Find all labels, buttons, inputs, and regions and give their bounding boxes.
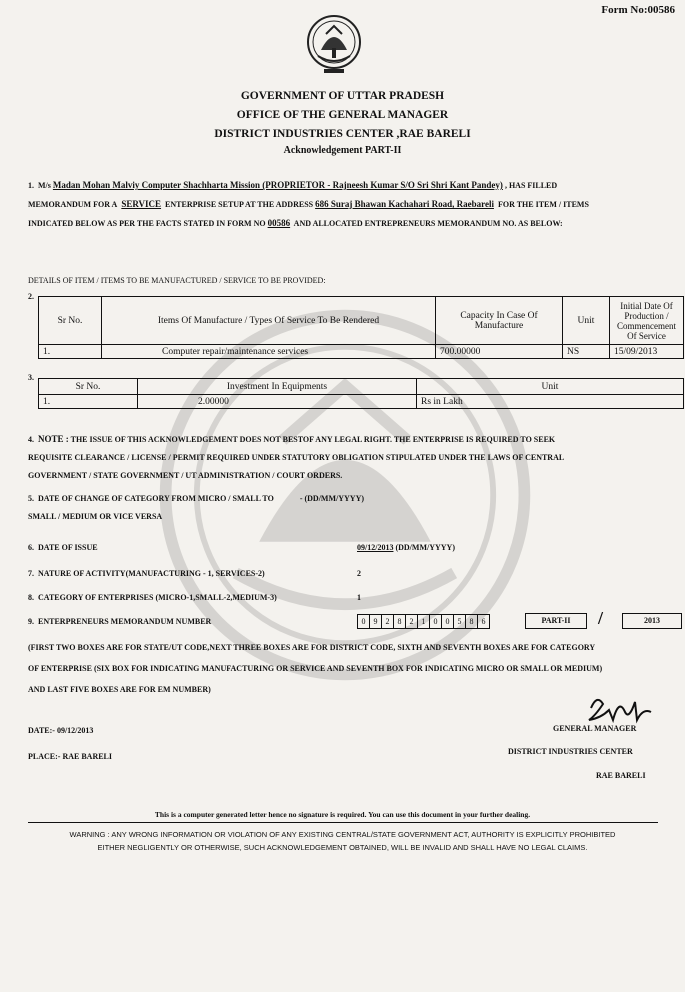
boxes-note-line-3: AND LAST FIVE BOXES ARE FOR EM NUMBER) — [28, 685, 211, 694]
digit-box: 0 — [358, 615, 370, 628]
item8-num: 8. — [28, 593, 34, 602]
item7-label: NATURE OF ACTIVITY(MANUFACTURING - 1, SERVICES-2) — [38, 569, 265, 578]
signatory-office: DISTRICT INDUSTRIES CENTER — [508, 747, 633, 756]
table1-num: 2. — [28, 292, 34, 301]
footer-place: PLACE:- RAE BARELI — [28, 752, 113, 761]
item9-num: 9. — [28, 617, 34, 626]
item7-row — [28, 569, 265, 578]
table2-num: 3. — [28, 373, 34, 382]
item5-line-2: SMALL / MEDIUM OR VICE VERSA — [28, 512, 163, 521]
digit-box: 2 — [406, 615, 418, 628]
intro-text-5: INDICATED BELOW AS PER THE FACTS STATED IN FORM NO — [28, 219, 266, 228]
details-label: DETAILS OF ITEM / ITEMS TO BE MANUFACTURED / SERVICE TO BE PROVIDED: — [28, 276, 326, 285]
note-line-3: GOVERNMENT / STATE GOVERNMENT / UT ADMINISTRATION / COURT ORDERS. — [28, 471, 343, 480]
item7-num: 7. — [28, 569, 34, 578]
note-block — [28, 430, 668, 485]
cell-investment: 2.00000 — [138, 395, 417, 409]
divider — [28, 822, 658, 823]
item6-label: DATE OF ISSUE — [38, 543, 98, 552]
col-investment: Investment In Equipments — [138, 379, 417, 395]
note-line-2: REQUISITE CLEARANCE / LICENSE / PERMIT REQUIRED UNDER STATUTORY OBLIGATION STIPULATED UNDER THE LAWS OF CENTRAL — [28, 453, 565, 462]
signature-icon — [585, 690, 655, 726]
digit-box: 8 — [466, 615, 478, 628]
digit-box: 2 — [382, 615, 394, 628]
investment-table-header — [39, 379, 684, 395]
part-box: PART-II — [525, 613, 587, 629]
col-initial-date: Initial Date Of Production / Commencement Of Service — [610, 297, 684, 345]
intro-text-4: FOR THE ITEM / ITEMS — [497, 200, 589, 209]
col-unit: Unit — [563, 297, 610, 345]
enterprise-name: Madan Mohan Malviy Computer Shachharta Mission (PROPRIETOR - Rajneesh Kumar S/O Sri Shri Kant Pandey) — [52, 180, 503, 190]
item5-block — [28, 490, 668, 526]
table-row — [39, 395, 684, 409]
item6-num: 6. — [28, 543, 34, 552]
form-reference: 00586 — [267, 218, 291, 228]
date-of-issue-value: 09/12/2013 — [357, 543, 394, 552]
intro-num: 1. — [28, 181, 34, 190]
digit-box: 0 — [430, 615, 442, 628]
item9-row — [28, 617, 211, 626]
digit-box: 1 — [418, 615, 430, 628]
computer-generated-note: This is a computer generated letter hence no signature is required. You can use this document in your further dealing. — [154, 810, 531, 819]
header-office: OFFICE OF THE GENERAL MANAGER — [236, 109, 449, 121]
investment-table — [38, 378, 684, 409]
item9-label: ENTERPRENEURS MEMORANDUM NUMBER — [38, 617, 212, 626]
nature-of-activity-value: 2 — [357, 569, 361, 578]
cell-initial-date: 15/09/2013 — [610, 345, 684, 359]
cell-sr-no: 1. — [39, 345, 102, 359]
digit-box: 6 — [481, 617, 486, 626]
table-row — [39, 345, 684, 359]
item8-label: CATEGORY OF ENTERPRISES (MICRO-1,SMALL-2,MEDIUM-3) — [38, 593, 277, 602]
boxes-explanation — [28, 637, 668, 700]
cell-item: Computer repair/maintenance services — [102, 345, 436, 359]
intro-text-1: , HAS FILLED — [504, 181, 558, 190]
digit-box: 0 — [442, 615, 454, 628]
warning-line-2: EITHER NEGLIGENTLY OR OTHERWISE, SUCH ACKNOWLEDGEMENT OBTAINED, WILL BE INVALID AND SHALL HAVE NO LEGAL CLAIMS. — [97, 843, 588, 852]
note-line-1: THE ISSUE OF THIS ACKNOWLEDGEMENT DOES NOT BESTOF ANY LEGAL RIGHT. THE ENTERPRISE IS REQUIRED TO SEEK — [70, 435, 556, 444]
enterprise-type: SERVICE — [121, 199, 162, 209]
header-district: DISTRICT INDUSTRIES CENTER ,RAE BARELI — [214, 128, 471, 140]
footer-date: DATE:- 09/12/2013 — [28, 726, 94, 735]
digit-box: 9 — [370, 615, 382, 628]
intro-ms: M/s — [38, 181, 51, 190]
col-inv-sr-no: Sr No. — [39, 379, 138, 395]
col-items: Items Of Manufacture / Types Of Service To Be Rendered — [102, 297, 436, 345]
note-num: 4. — [28, 435, 34, 444]
year-box: 2013 — [622, 613, 682, 629]
intro-text-6: AND ALLOCATED ENTREPRENEURS MEMORANDUM NO. AS BELOW: — [293, 219, 563, 228]
digit-box: 8 — [394, 615, 406, 628]
item5-num: 5. — [28, 494, 34, 503]
note-label: NOTE : — [38, 434, 69, 444]
enterprise-address: 686 Suraj Bhawan Kachahari Road, Raebareli — [315, 199, 494, 209]
warning-block — [0, 828, 685, 854]
boxes-note-line-2: OF ENTERPRISE (SIX BOX FOR INDICATING MANUFACTURING OR SERVICE AND SEVENTH BOX FOR INDICATING MICRO OR SMALL OR MEDIUM) — [28, 664, 603, 673]
item6-value-wrap — [357, 543, 455, 552]
items-table — [38, 296, 684, 359]
cell-capacity: 700.00000 — [436, 345, 563, 359]
item8-row — [28, 593, 277, 602]
cell-inv-unit: Rs in Lakh — [417, 395, 684, 409]
signatory-title: GENERAL MANAGER — [553, 724, 637, 733]
signatory-place: RAE BARELI — [596, 771, 646, 780]
intro-text-2: MEMORANDUM FOR A — [28, 200, 118, 209]
digit-box: 5 — [454, 615, 466, 628]
cell-inv-sr-no: 1. — [39, 395, 138, 409]
warning-line-1: WARNING : ANY WRONG INFORMATION OR VIOLATION OF ANY EXISTING CENTRAL/STATE GOVERNMENT ACT, AUTHORITY IS EXPLICITLY PROHIBITED — [69, 830, 616, 839]
date-format: (DD/MM/YYYY) — [395, 543, 455, 552]
items-table-header — [39, 297, 684, 345]
up-government-emblem-icon — [306, 12, 362, 78]
header-government: GOVERNMENT OF UTTAR PRADESH — [240, 90, 445, 102]
col-capacity: Capacity In Case Of Manufacture — [436, 297, 563, 345]
item5-label: DATE OF CHANGE OF CATEGORY FROM MICRO / SMALL TO — [38, 494, 274, 503]
boxes-note-line-1: (FIRST TWO BOXES ARE FOR STATE/UT CODE,NEXT THREE BOXES ARE FOR DISTRICT CODE, SIXTH AND SEVENTH BOXES ARE FOR CATEGORY — [28, 643, 596, 652]
col-inv-unit: Unit — [417, 379, 684, 395]
item5-value: - (DD/MM/YYYY) — [299, 494, 365, 503]
item6-row — [28, 543, 98, 552]
cell-unit: NS — [563, 345, 610, 359]
intro-text-3: ENTERPRISE SETUP AT THE ADDRESS — [165, 200, 314, 209]
part-slash: / — [598, 608, 604, 628]
intro-paragraph — [28, 176, 668, 233]
col-sr-no: Sr No. — [39, 297, 102, 345]
form-number: Form No:00586 — [601, 4, 675, 16]
memorandum-number-boxes — [357, 614, 490, 629]
category-value: 1 — [357, 593, 361, 602]
header-acknowledgement: Acknowledgement PART-II — [283, 145, 402, 156]
